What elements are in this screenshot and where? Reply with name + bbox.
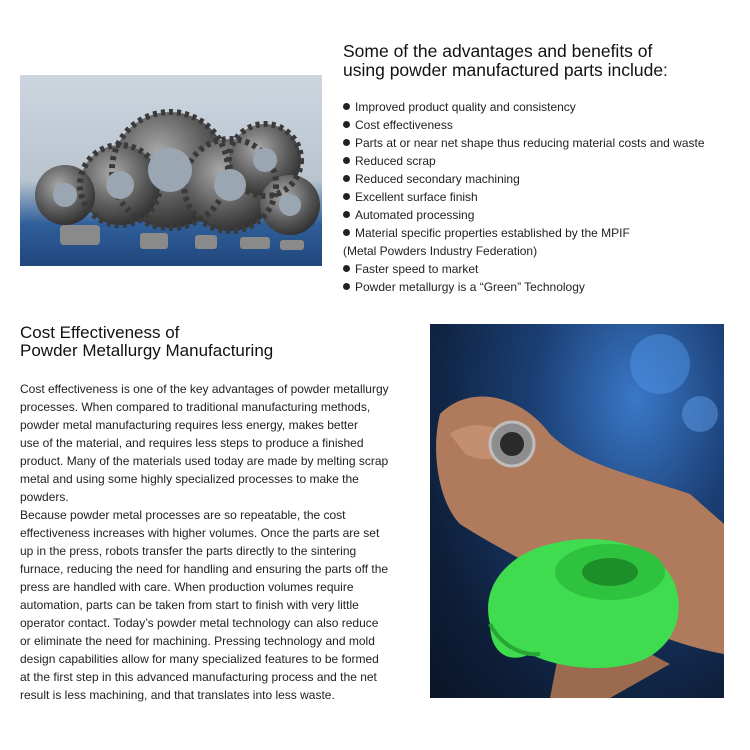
text-line: up in the press, robots transfer the parts directly to the sintering	[20, 544, 357, 558]
powder-metal-parts-photo	[20, 75, 322, 266]
text-line: effectiveness increases with higher volumes. Once the parts are set	[20, 526, 380, 540]
list-item: Material specific properties established by the MPIF	[343, 224, 705, 242]
bullet-icon	[343, 265, 350, 272]
list-item: Faster speed to market	[343, 260, 705, 278]
text-line: design capabilities allow for many specialized features to be formed	[20, 652, 379, 666]
bullet-icon	[343, 283, 350, 290]
text-line: or eliminate the need for machining. Pressing technology and mold	[20, 634, 375, 648]
bullet-icon	[343, 211, 350, 218]
text-line: operator contact. Today’s powder metal technology can also reduce	[20, 616, 379, 630]
list-item: Automated processing	[343, 206, 705, 224]
bullet-icon	[343, 193, 350, 200]
bullet-icon	[343, 229, 350, 236]
list-item: Improved product quality and consistency	[343, 98, 705, 116]
text-line: Cost effectiveness is one of the key advantages of powder metallurgy	[20, 382, 389, 396]
metal-ring-part	[490, 422, 534, 466]
advantages-heading-line2: using powder manufactured parts include:	[343, 60, 668, 80]
text-line: processes. When compared to traditional manufacturing methods,	[20, 400, 371, 414]
text-line: Because powder metal processes are so repeatable, the cost	[20, 508, 346, 522]
bullet-icon	[343, 139, 350, 146]
hand-illustration	[430, 324, 724, 698]
cost-body	[20, 380, 420, 704]
gears-illustration	[20, 75, 322, 266]
list-item: Reduced secondary machining	[343, 170, 705, 188]
cost-heading-line2: Powder Metallurgy Manufacturing	[20, 341, 274, 360]
text-line: powders.	[20, 490, 69, 504]
cost-heading	[20, 324, 273, 360]
bullet-icon	[343, 175, 350, 182]
text-line: furnace, reducing the need for handling and ensuring the parts off the	[20, 562, 389, 576]
text-line: product. Many of the materials used today are made by melting scrap	[20, 454, 389, 468]
text-line: powder metal manufacturing requires less energy, makes better	[20, 418, 358, 432]
text-line: automation, parts can be taken from start to finish with very little	[20, 598, 359, 612]
text-line: at the first step in this advanced manufacturing process and the net	[20, 670, 377, 684]
advantages-heading	[343, 42, 668, 80]
text-line: press are handled with care. When production volumes require	[20, 580, 354, 594]
list-item: Parts at or near net shape thus reducing material costs and waste	[343, 134, 705, 152]
list-item: Reduced scrap	[343, 152, 705, 170]
list-item: Excellent surface finish	[343, 188, 705, 206]
cost-heading-line1: Cost Effectiveness of	[20, 323, 180, 342]
text-line: result is less machining, and that translates into less waste.	[20, 688, 335, 702]
text-line: metal and using some highly specialized processes to make the	[20, 472, 359, 486]
list-item-continuation: (Metal Powders Industry Federation)	[343, 244, 538, 258]
list-item: Cost effectiveness	[343, 116, 705, 134]
list-item: Powder metallurgy is a “Green” Technology	[343, 278, 705, 296]
bullet-icon	[343, 157, 350, 164]
green-plastic-part	[488, 539, 679, 668]
advantages-list	[343, 98, 705, 296]
advantages-heading-line1: Some of the advantages and benefits of	[343, 41, 653, 61]
bullet-icon	[343, 121, 350, 128]
bullet-icon	[343, 103, 350, 110]
hand-holding-parts-photo	[430, 324, 724, 698]
text-line: use of the material, and requires less steps to produce a finished	[20, 436, 364, 450]
